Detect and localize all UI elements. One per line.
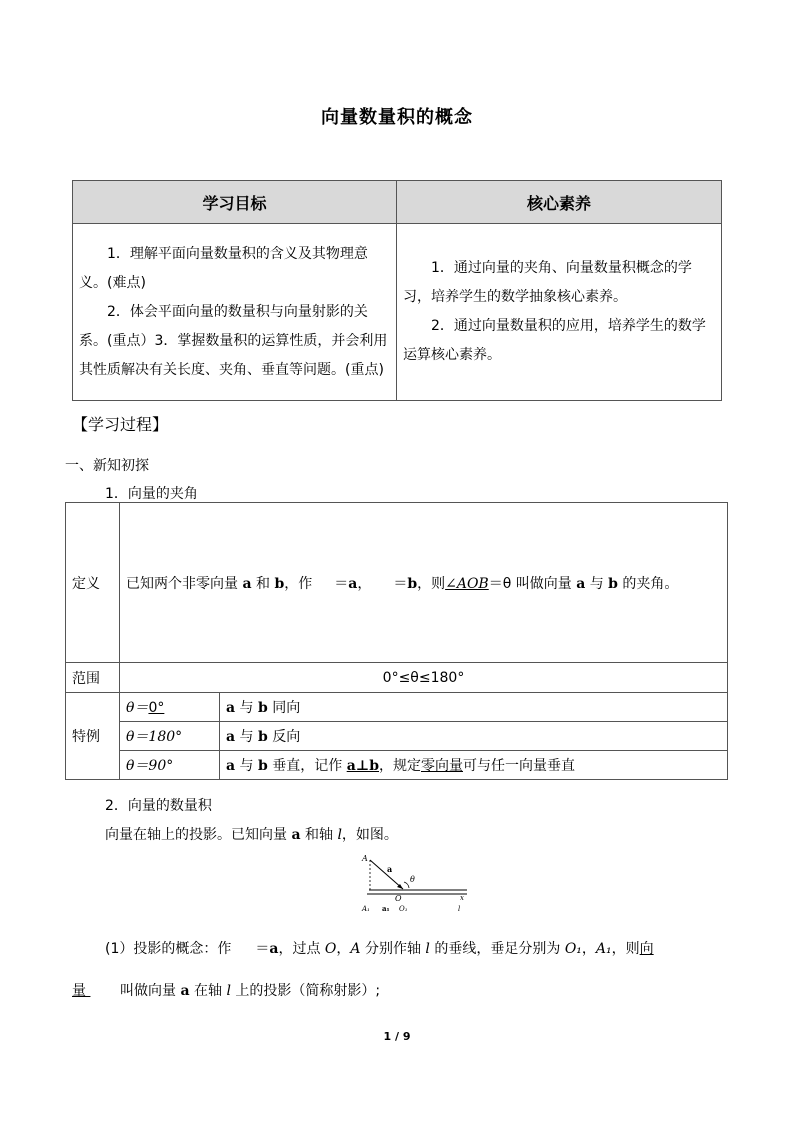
page-number: 1 / 9 bbox=[383, 1030, 411, 1043]
label-O1: O₁ bbox=[399, 905, 408, 913]
definition-label: 定义 bbox=[66, 503, 120, 663]
goals-header-left: 学习目标 bbox=[73, 181, 397, 224]
goals-header-right: 核心素养 bbox=[397, 181, 722, 224]
case-90-condition: θ＝90° bbox=[120, 751, 220, 780]
projection-intro: 向量在轴上的投影。已知向量 a 和轴 l，如图。 bbox=[105, 827, 398, 843]
case-0-condition: θ＝0° bbox=[120, 693, 220, 722]
definition-cell: 已知两个非零向量 a 和 b，作 ＝a， ＝b，则∠AOB＝θ 叫做向量 a 与 b 的夹角。 bbox=[120, 503, 728, 663]
process-heading: 【学习过程】 bbox=[72, 415, 169, 434]
learning-goals-cell bbox=[73, 224, 397, 401]
literacy-2: 2．通过向量数量积的应用，培养学生的数学运算核心素养。 bbox=[403, 318, 706, 363]
label-l: l bbox=[458, 905, 461, 913]
item-dot-product-heading: 2．向量的数量积 bbox=[105, 798, 212, 814]
projection-concept-line2: 量 叫做向量 a 在轴 l 上的投影（简称射影）; bbox=[72, 983, 381, 999]
case-0-result: a 与 b 同向 bbox=[220, 693, 728, 722]
goal-2: 2．体会平面向量的数量积与向量射影的关系。(重点）3．掌握数量积的运算性质，并会利用其性质解决有关长度、夹角、垂直等问题。(重点) bbox=[79, 303, 388, 378]
case-180-result: a 与 b 反向 bbox=[220, 722, 728, 751]
page-title: 向量数量积的概念 bbox=[321, 107, 473, 128]
core-literacy-cell bbox=[397, 224, 722, 401]
label-theta: θ bbox=[410, 875, 415, 884]
item-angle-heading: 1．向量的夹角 bbox=[105, 486, 198, 502]
label-A: A bbox=[362, 854, 368, 863]
angle-aob: ∠AOB bbox=[445, 575, 489, 592]
range-value: 0°≤θ≤180° bbox=[120, 663, 728, 693]
goal-1: 1．理解平面向量数量积的含义及其物理意义。(难点) bbox=[79, 245, 368, 291]
label-a: a bbox=[387, 864, 393, 874]
angle-table bbox=[65, 502, 728, 780]
special-case-label: 特例 bbox=[66, 693, 120, 780]
label-O: O bbox=[395, 894, 402, 903]
label-A1: A₁ bbox=[362, 905, 370, 913]
projection-figure bbox=[357, 852, 472, 918]
projection-concept-line1: (1）投影的概念：作 ＝a，过点 O，A 分别作轴 l 的垂线，垂足分别为 O₁，A₁，则向 bbox=[105, 941, 654, 957]
goals-table bbox=[72, 180, 722, 401]
label-a1: a₁ bbox=[382, 904, 390, 913]
case-90-result: a 与 b 垂直，记作 a⊥b，规定零向量可与任一向量垂直 bbox=[220, 751, 728, 780]
range-label: 范围 bbox=[66, 663, 120, 693]
label-x: x bbox=[460, 894, 464, 902]
case-180-condition: θ＝180° bbox=[120, 722, 220, 751]
literacy-1: 1．通过向量的夹角、向量数量积概念的学习，培养学生的数学抽象核心素养。 bbox=[403, 260, 692, 305]
section-new-knowledge: 一、新知初探 bbox=[65, 458, 149, 474]
